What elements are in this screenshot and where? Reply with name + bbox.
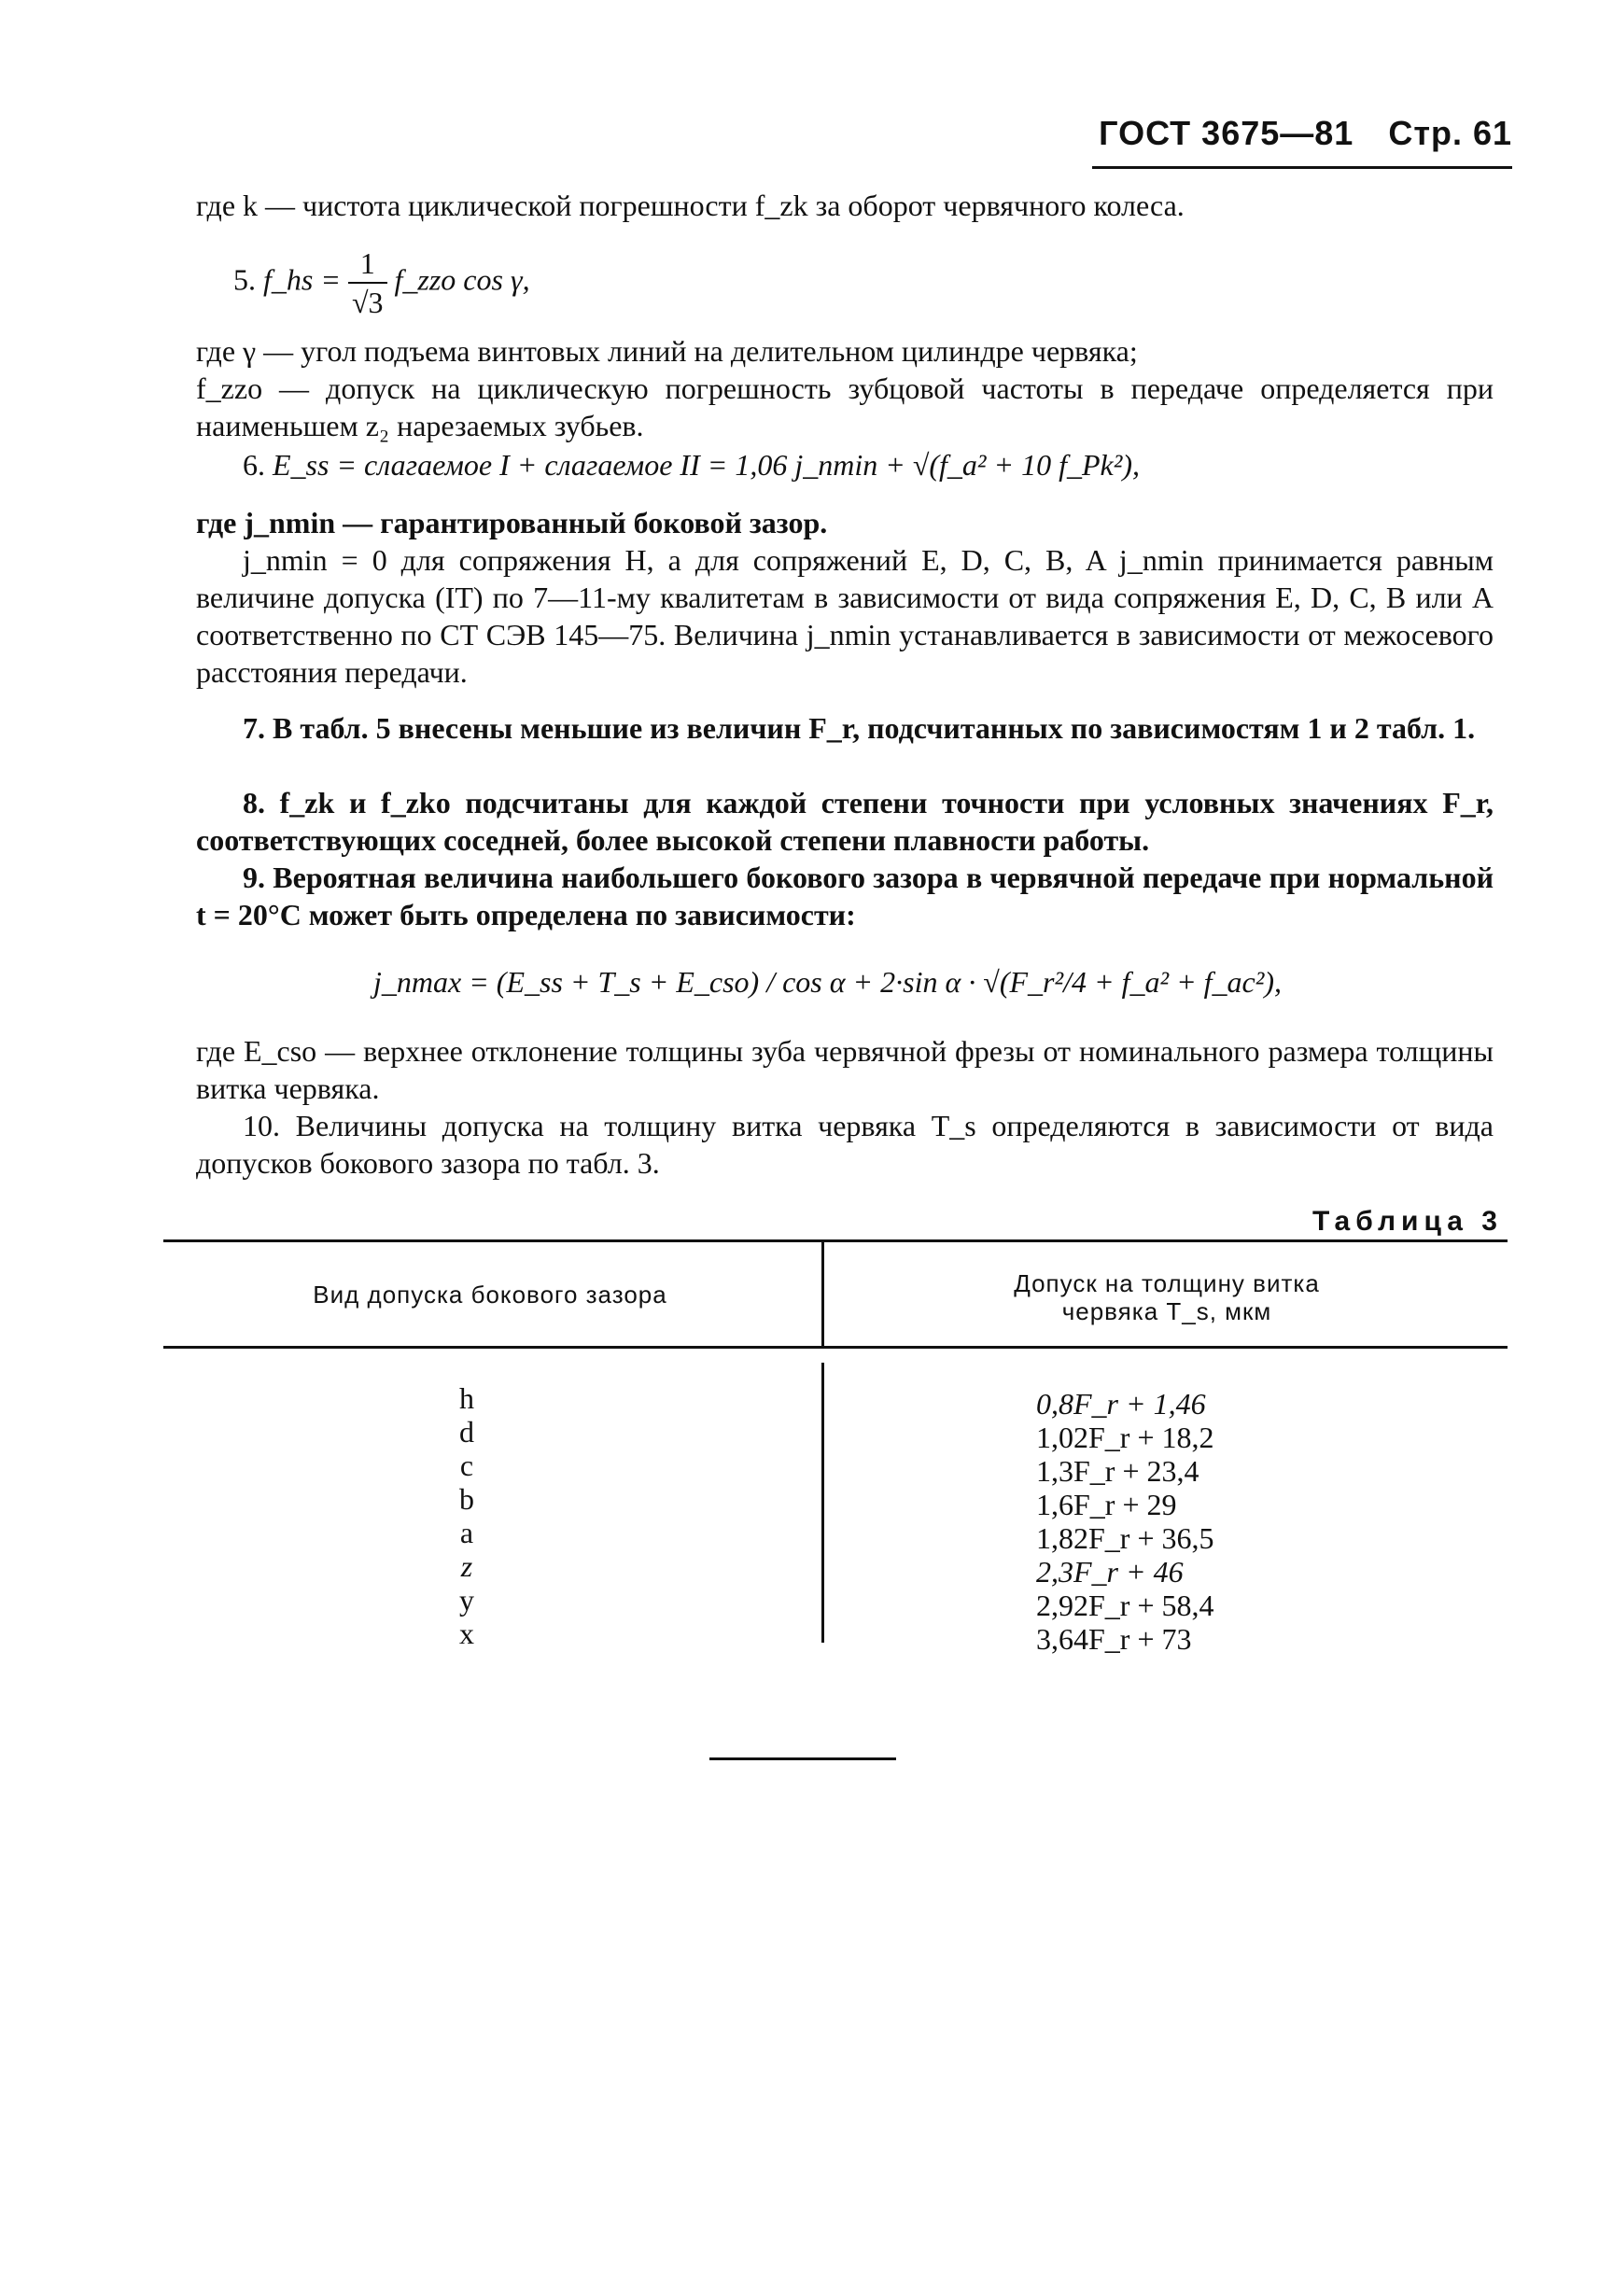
table-cell-tolerance: 1,02F_r + 18,2	[1036, 1421, 1214, 1454]
table-top-rule	[163, 1239, 1508, 1242]
item-6-number: 6.	[243, 448, 265, 482]
table-cell-kind: h	[459, 1381, 474, 1415]
page-number: Стр. 61	[1388, 114, 1512, 152]
item-5-where-gamma: где γ — угол подъема винтовых линий на делительном цилиндре червяка;	[196, 334, 1138, 368]
table-body-divider	[821, 1363, 824, 1643]
formula-6-text: E_ss = слагаемое I + слагаемое II = 1,06 j_nmin + √(f_a² + 10 f_Pk²),	[273, 448, 1140, 482]
table-header-tolerance-line1: Допуск на толщину витка	[1014, 1269, 1320, 1297]
formula-5-rhs: f_zzo cos γ,	[394, 262, 530, 297]
table-cell-tolerance: 0,8F_r + 1,46	[1036, 1387, 1206, 1421]
note-k: где k — чистота циклической погрешности f_zk за оборот червячного колеса.	[196, 189, 1185, 222]
end-rule	[709, 1757, 896, 1760]
table-cell-kind: b	[459, 1482, 474, 1516]
item-8: 8. f_zk и f_zko подсчитаны для каждой степени точности при условных значениях F_r, соответствующих соседней, более высокой степени плавности работы.	[196, 786, 1494, 857]
formula-5-lhs: f_hs =	[263, 262, 341, 297]
item-10: 10. Величины допуска на толщину витка червяка T_s определяются в зависимости от вида допусков бокового зазора по табл. 3.	[196, 1109, 1494, 1180]
formula-6	[196, 446, 1494, 483]
table-header-rule	[163, 1346, 1508, 1349]
table-kind-column	[411, 1381, 523, 1650]
item-6-where-jnmin: где j_nmin — гарантированный боковой зазор.	[196, 506, 828, 539]
standard-code: ГОСТ 3675—81	[1099, 114, 1354, 152]
table-cell-tolerance: 1,3F_r + 23,4	[1036, 1454, 1199, 1488]
table-cell-tolerance: 1,82F_r + 36,5	[1036, 1521, 1214, 1555]
item-7: 7. В табл. 5 внесены меньшие из величин F_r, подсчитанных по зависимостям 1 и 2 табл. 1.	[243, 711, 1476, 745]
table-tolerance-column	[1036, 1387, 1354, 1656]
table-header-divider	[821, 1239, 824, 1348]
item-5-number: 5.	[233, 262, 256, 297]
table-cell-kind: x	[459, 1617, 474, 1650]
table-cell-kind: d	[459, 1415, 474, 1449]
item-6-jnmin-text: j_nmin = 0 для сопряжения H, а для сопряжений E, D, C, B, A j_nmin принимается равным величине допуска (IT) по 7—11-му квалитетам в зависимости от вида сопряжения E, D, C, B или A соответственно по СТ СЭВ 145—75. Величина j_nmin устанавливается в зависимости от межосевого расстояния передачи.	[196, 543, 1494, 689]
table-cell-tolerance: 3,64F_r + 73	[1036, 1622, 1192, 1656]
header-rule	[1092, 166, 1512, 169]
table-cell-tolerance: 2,3F_r + 46	[1036, 1555, 1184, 1589]
table-cell-kind: c	[459, 1449, 474, 1482]
table-cell-kind: z	[460, 1549, 473, 1583]
table-cell-kind: y	[459, 1583, 474, 1617]
formula-5-denominator: √3	[351, 286, 384, 319]
item-5-where-fzzo: f_zzo — допуск на циклическую погрешность зубцовой частоты в передаче определяется при наименьшем z₂ нарезаемых зубьев.	[196, 371, 1494, 442]
formula-5-fraction	[348, 245, 387, 321]
item-9-where-ecso: где E_cso — верхнее отклонение толщины зуба червячной фрезы от номинального размера толщины витка червяка.	[196, 1034, 1494, 1105]
formula-5-numerator: 1	[348, 245, 387, 284]
table-cell-kind: a	[459, 1516, 474, 1549]
table-cell-tolerance: 1,6F_r + 29	[1036, 1488, 1177, 1521]
table-header-tolerance	[831, 1269, 1503, 1325]
formula-5	[233, 245, 530, 321]
page-header	[1083, 114, 1512, 153]
table-cell-tolerance: 2,92F_r + 58,4	[1036, 1589, 1214, 1622]
table-caption: Таблица 3	[1311, 1206, 1503, 1237]
table-header-kind: Вид допуска бокового зазора	[313, 1281, 667, 1309]
table-header-tolerance-line2: червяка T_s, мкм	[1061, 1297, 1272, 1325]
formula-9: j_nmax = (E_ss + T_s + E_cso) / cos α + 2·sin α · √(F_r²/4 + f_a² + f_ac²),	[373, 965, 1282, 999]
item-9: 9. Вероятная величина наибольшего бокового зазора в червячной передаче при нормальной t = 20°C может быть определена по зависимости:	[196, 861, 1494, 931]
